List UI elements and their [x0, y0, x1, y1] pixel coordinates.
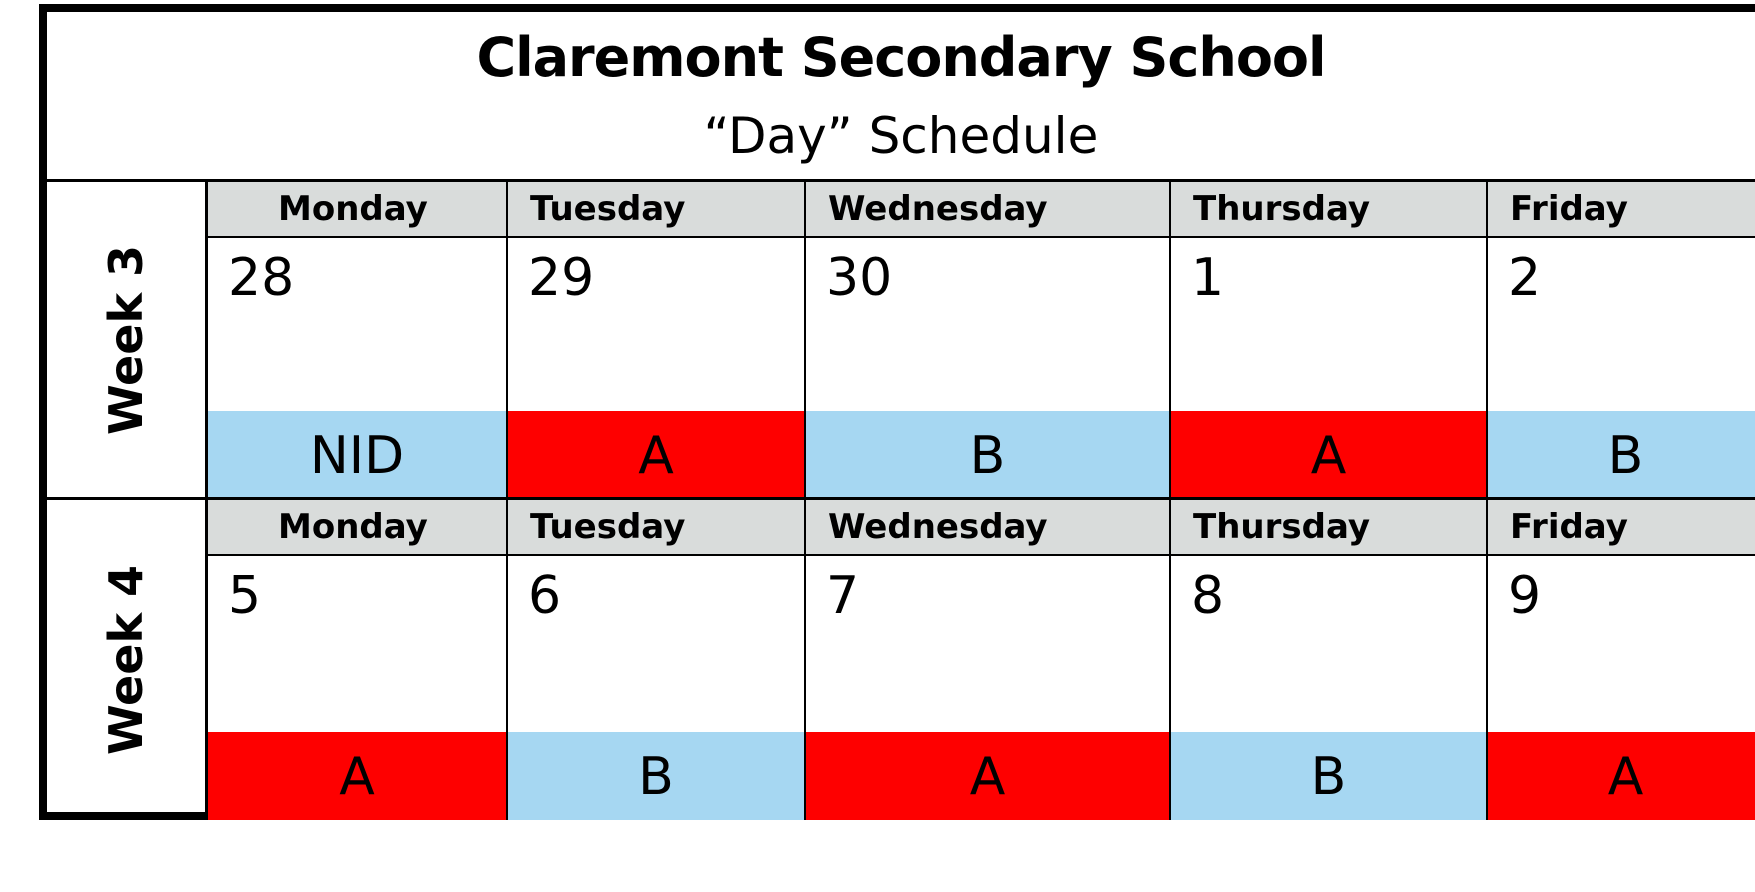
day-name: Friday — [1488, 500, 1755, 556]
day-cell — [1488, 182, 1755, 497]
week-row — [47, 182, 1755, 500]
day-type-badge: A — [208, 732, 506, 820]
schedule-header — [47, 12, 1755, 182]
day-date: 29 — [528, 248, 595, 308]
day-date: 1 — [1191, 248, 1225, 308]
week-label-cell — [47, 182, 208, 497]
day-cell — [508, 182, 806, 497]
day-cell — [806, 182, 1171, 497]
day-date: 28 — [228, 248, 295, 308]
day-type-badge: NID — [208, 411, 506, 497]
day-cell — [1171, 182, 1488, 497]
week-label: Week 4 — [99, 564, 153, 756]
day-cell — [1488, 500, 1755, 820]
day-name: Thursday — [1171, 182, 1486, 238]
day-cell — [208, 182, 508, 497]
day-date: 9 — [1508, 566, 1542, 626]
school-name: Claremont Secondary School — [476, 26, 1326, 89]
day-type-badge: A — [1171, 411, 1486, 497]
day-type-badge: B — [1171, 732, 1486, 820]
day-type-badge: A — [806, 732, 1169, 820]
day-name: Monday — [208, 182, 506, 238]
day-name: Tuesday — [508, 182, 804, 238]
day-date: 6 — [528, 566, 562, 626]
day-name: Friday — [1488, 182, 1755, 238]
week-label: Week 3 — [99, 244, 153, 435]
day-cell — [508, 500, 806, 820]
day-cell — [1171, 500, 1488, 820]
day-type-badge: B — [806, 411, 1169, 497]
day-name: Monday — [208, 500, 506, 556]
day-cell — [806, 500, 1171, 820]
week-row — [47, 500, 1755, 820]
day-cell — [208, 500, 508, 820]
day-name: Wednesday — [806, 500, 1169, 556]
week-label-cell — [47, 500, 208, 820]
day-type-badge: B — [508, 732, 804, 820]
day-date: 7 — [826, 566, 860, 626]
day-date: 2 — [1508, 248, 1542, 308]
day-type-badge: A — [508, 411, 804, 497]
day-date: 8 — [1191, 566, 1225, 626]
day-date: 30 — [826, 248, 893, 308]
schedule-title: “Day” Schedule — [703, 107, 1099, 165]
day-name: Thursday — [1171, 500, 1486, 556]
day-name: Wednesday — [806, 182, 1169, 238]
schedule-table — [39, 4, 1755, 820]
day-type-badge: A — [1488, 732, 1755, 820]
day-name: Tuesday — [508, 500, 804, 556]
day-date: 5 — [228, 566, 262, 626]
day-type-badge: B — [1488, 411, 1755, 497]
